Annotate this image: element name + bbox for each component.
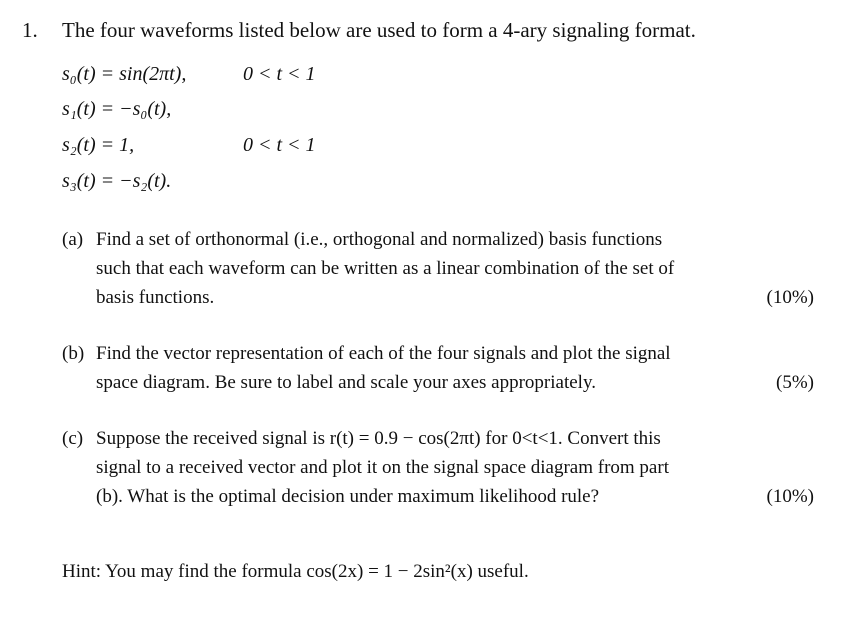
equation-s0-condition: 0 < t < 1: [243, 63, 316, 85]
part-c: [62, 424, 814, 511]
part-b-line-1: Find the vector representation of each of the four signals and plot the signal: [96, 343, 671, 364]
part-c-line-3: (b). What is the optimal decision under maximum likelihood rule?: [96, 486, 600, 507]
part-b-points: (5%): [776, 372, 814, 393]
question-stem: The four waveforms listed below are used to form a 4-ary signaling format.: [62, 18, 696, 42]
equation-s2-condition: 0 < t < 1: [243, 134, 316, 156]
equation-s1: s₁(t) = −s₀(t),: [62, 98, 172, 120]
equation-s2: s₂(t) = 1,: [62, 134, 135, 156]
part-a-line-2: such that each waveform can be written as a linear combination of the set of: [96, 258, 675, 279]
equation-s0: s₀(t) = sin(2πt),: [62, 63, 187, 85]
part-a-points: (10%): [766, 287, 814, 308]
part-b: [62, 339, 814, 397]
part-c-points: (10%): [766, 486, 814, 507]
part-c-label: (c): [62, 428, 84, 449]
part-b-label: (b): [62, 343, 85, 364]
part-a: [62, 225, 814, 312]
part-a-line-3: basis functions.: [96, 287, 215, 308]
part-a-line-1: Find a set of orthonormal (i.e., orthogonal and normalized) basis functions: [96, 229, 663, 250]
part-c-line-1: Suppose the received signal is r(t) = 0.9 − cos(2πt) for 0<t<1. Convert this: [96, 428, 661, 449]
part-c-line-2: signal to a received vector and plot it on the signal space diagram from part: [96, 457, 669, 478]
part-a-label: (a): [62, 229, 84, 250]
equation-s3: s₃(t) = −s₂(t).: [62, 170, 172, 192]
part-b-line-2: space diagram. Be sure to label and scale your axes appropriately.: [96, 372, 596, 393]
hint-text: Hint: You may find the formula cos(2x) = 1 − 2sin²(x) useful.: [62, 561, 529, 582]
question-number: 1.: [22, 18, 38, 42]
